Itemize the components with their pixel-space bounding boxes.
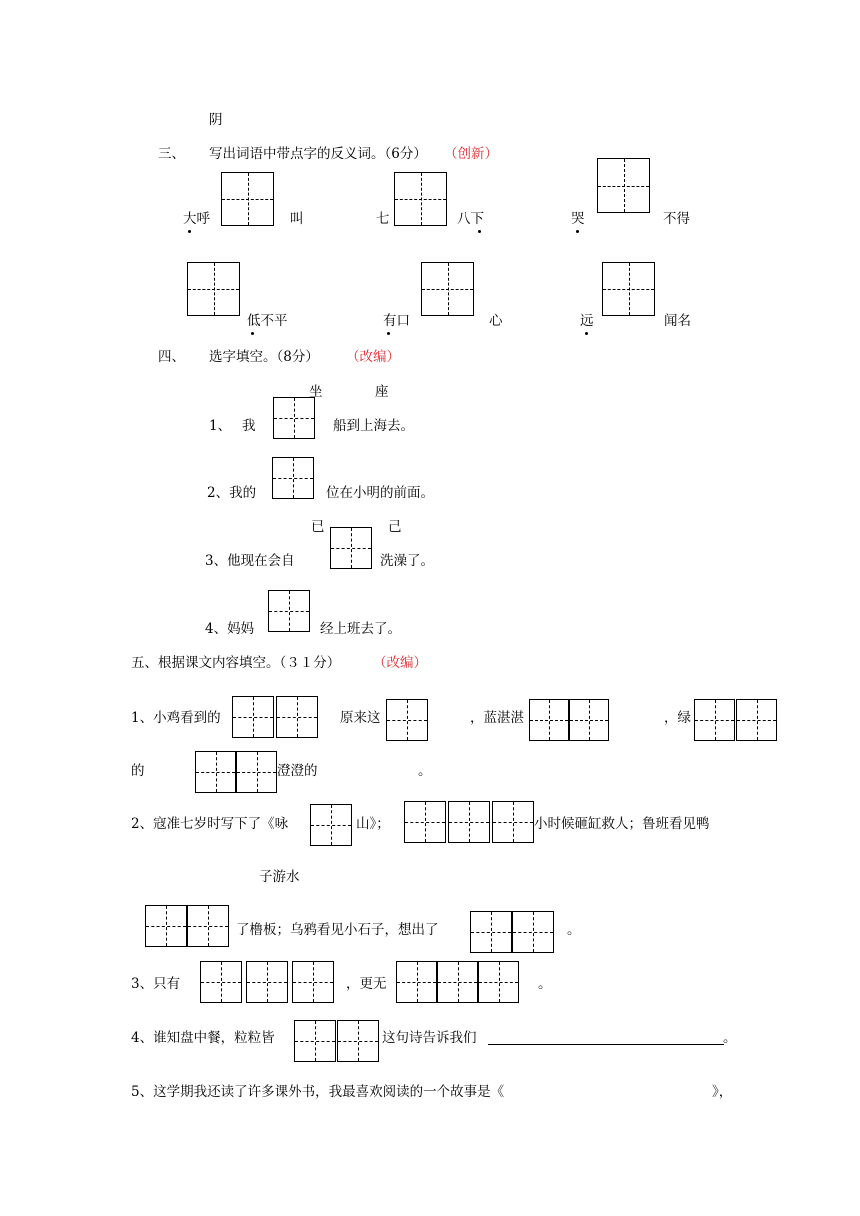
answer-box[interactable]: [273, 397, 315, 439]
s5-q1-c: ，蓝湛湛: [470, 710, 524, 726]
answer-box[interactable]: [396, 961, 437, 1003]
s3-r1-a1: 大呼: [183, 211, 210, 227]
answer-box[interactable]: [330, 527, 372, 569]
q1-post: 船到上海去。: [333, 418, 414, 434]
answer-box[interactable]: [512, 911, 554, 953]
s3-r2-f1: 远: [580, 313, 594, 329]
answer-box[interactable]: [276, 696, 318, 738]
choice-zuo: 坐: [309, 384, 323, 400]
s3-r2-f2: 闻名: [664, 313, 691, 329]
s5-q1-a: 1、小鸡看到的: [131, 710, 221, 726]
answer-box[interactable]: [195, 751, 236, 793]
q3-pre: 3、他现在会自: [205, 553, 295, 569]
s5-q1-g: 。: [418, 763, 432, 779]
answer-box[interactable]: [736, 699, 777, 741]
answer-box[interactable]: [272, 457, 314, 499]
answer-box[interactable]: [394, 172, 447, 226]
answer-box[interactable]: [529, 699, 569, 741]
s5-q3-a: 3、只有: [131, 976, 181, 992]
answer-box[interactable]: [268, 590, 310, 632]
answer-box[interactable]: [602, 262, 655, 316]
s5-q2-c: 小时候砸缸救人；鲁班看见鸭: [534, 816, 710, 832]
section3-tag: （创新）: [444, 146, 498, 162]
answer-box[interactable]: [478, 961, 519, 1003]
emphasis-dot: [251, 332, 254, 335]
answer-box[interactable]: [597, 158, 650, 213]
answer-box[interactable]: [221, 172, 274, 226]
emphasis-dot: [478, 230, 481, 233]
section3-heading: 三、: [158, 146, 185, 162]
s3-r1-a2: 叫: [290, 211, 304, 227]
s5-q2-f: 。: [567, 922, 581, 938]
s3-r2-e2: 心: [489, 313, 503, 329]
emphasis-dot: [387, 332, 390, 335]
answer-box[interactable]: [145, 905, 187, 947]
s5-q1-b: 原来这: [340, 710, 381, 726]
emphasis-dot: [188, 230, 191, 233]
answer-box[interactable]: [492, 801, 534, 843]
q4-pre: 4、妈妈: [205, 621, 255, 637]
answer-box[interactable]: [294, 1020, 336, 1062]
answer-box[interactable]: [246, 961, 288, 1003]
answer-box[interactable]: [470, 911, 512, 953]
section4-title: 选字填空。（8分）: [209, 349, 319, 365]
s5-q3-b: ，更无: [346, 976, 387, 992]
answer-box[interactable]: [310, 804, 352, 846]
answer-box[interactable]: [404, 801, 446, 843]
s5-q4-b: 这句诗告诉我们: [382, 1030, 477, 1046]
answer-box[interactable]: [437, 961, 478, 1003]
s5-q4-c: 。: [723, 1030, 737, 1046]
choice-yi: 已: [311, 519, 325, 535]
emphasis-dot: [585, 332, 588, 335]
s5-q5-a: 5、这学期我还读了许多课外书，我最喜欢阅读的一个故事是《: [131, 1084, 505, 1100]
section4-heading: 四、: [158, 349, 185, 365]
answer-box[interactable]: [569, 699, 609, 741]
section5-title: 五、根据课文内容填空。（３１分）: [131, 655, 341, 671]
q1-num: 1、: [209, 418, 232, 434]
answer-box[interactable]: [386, 699, 428, 741]
section4-tag: （改编）: [346, 349, 400, 365]
section5-tag: （改编）: [373, 655, 427, 671]
s5-q2-b: 山》；: [356, 816, 390, 832]
q4-post: 经上班去了。: [320, 621, 401, 637]
q2-pre: 2、我的: [207, 485, 257, 501]
s5-q4-a: 4、谁知盘中餐，粒粒皆: [131, 1030, 275, 1046]
s3-r1-b1: 七: [376, 211, 390, 227]
choice-ji: 己: [388, 519, 402, 535]
s3-r2-e1: 有口: [383, 313, 410, 329]
s5-q2-a: 2、寇准七岁时写下了《咏: [131, 816, 289, 832]
choice-zuo-seat: 座: [375, 384, 389, 400]
answer-box[interactable]: [187, 262, 240, 316]
answer-box[interactable]: [200, 961, 242, 1003]
s5-q3-c: 。: [538, 976, 552, 992]
s3-r2-d1: 低不平: [247, 313, 288, 329]
s3-r1-b2: 八下: [457, 211, 484, 227]
q3-post: 洗澡了。: [380, 553, 434, 569]
s5-q1-d: ，绿: [664, 710, 691, 726]
answer-box[interactable]: [337, 1020, 379, 1062]
s3-r1-c2: 不得: [663, 211, 690, 227]
s3-r1-c1: 哭: [571, 211, 585, 227]
s5-q1-e: 的: [131, 763, 145, 779]
answer-box[interactable]: [187, 905, 229, 947]
answer-box[interactable]: [232, 696, 274, 738]
q2-post: 位在小明的前面。: [326, 485, 434, 501]
answer-box[interactable]: [694, 699, 735, 741]
answer-box[interactable]: [292, 961, 334, 1003]
s5-q5-b: 》，: [712, 1084, 733, 1100]
section3-title: 写出词语中带点字的反义词。（6分）: [209, 146, 427, 162]
answer-line[interactable]: [488, 1044, 724, 1045]
answer-box[interactable]: [421, 262, 474, 316]
text-yin: 阴: [209, 112, 223, 128]
s5-q2-d: 子游水: [259, 869, 300, 885]
answer-box[interactable]: [236, 751, 277, 793]
answer-box[interactable]: [448, 801, 490, 843]
q1-pre: 我: [242, 418, 256, 434]
emphasis-dot: [576, 230, 579, 233]
s5-q2-e: 了橹板；乌鸦看见小石子，想出了: [236, 922, 439, 938]
s5-q1-f: 澄澄的: [277, 763, 318, 779]
